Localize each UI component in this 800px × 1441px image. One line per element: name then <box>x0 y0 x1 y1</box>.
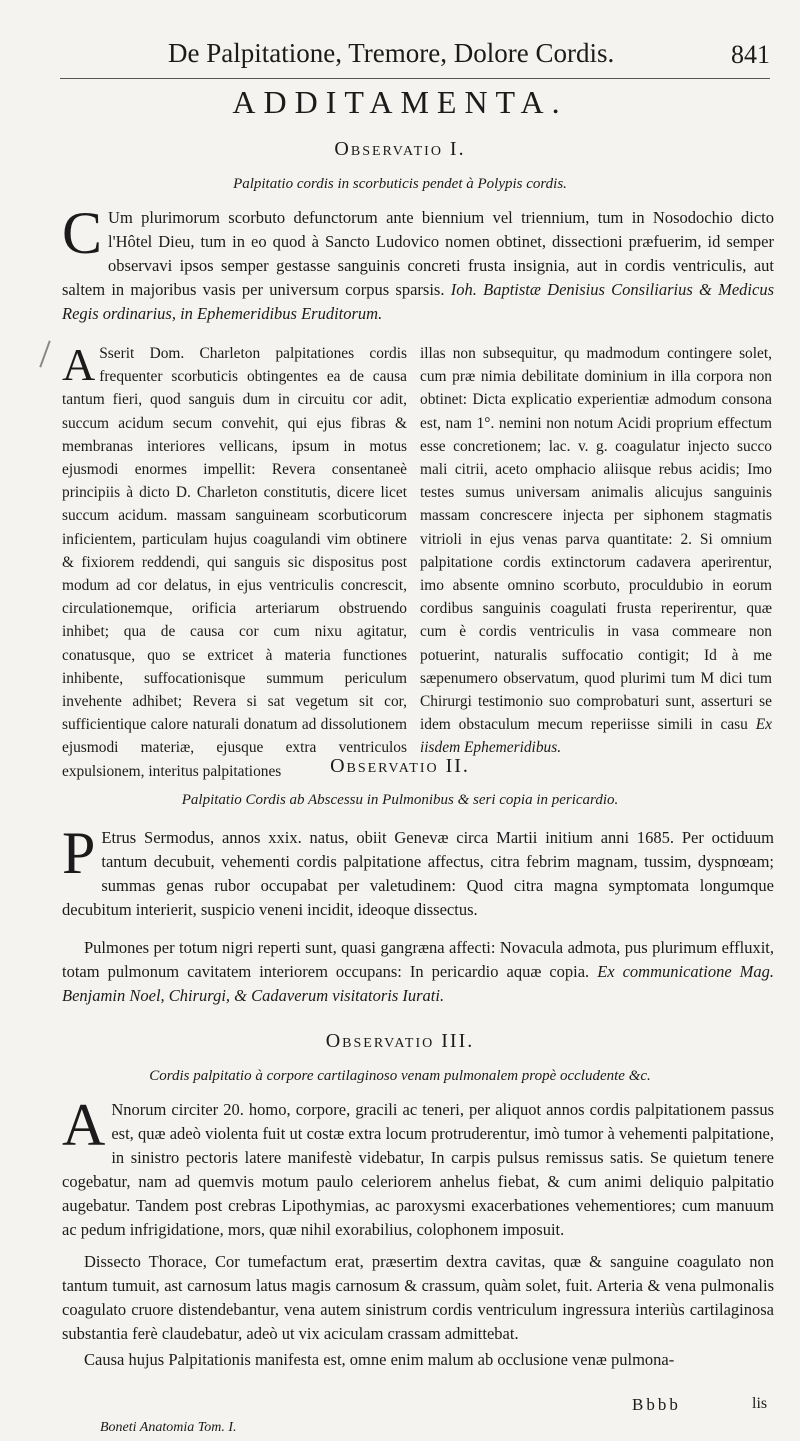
running-head <box>168 38 770 78</box>
margin-mark <box>39 341 50 368</box>
obs1-subtitle: Palpitatio cordis in scorbuticis pendet à Polypis cordis. <box>233 176 567 192</box>
obs3-body3: Causa hujus Palpitationis manifesta est, omne enim malum ab occlusione venæ pulmona- <box>84 1350 675 1369</box>
footer-note: Boneti Anatomia Tom. I. <box>100 1420 237 1435</box>
obs1-citation: Ioh. Baptistæ Denisius Consiliarius & Medicus Regis ordinarius, in Ephemeridibus Eruditorum. <box>62 280 775 323</box>
header-rule <box>60 78 770 79</box>
obs2-subtitle: Palpitatio Cordis ab Abscessu in Pulmonibus & seri copia in pericardio. <box>181 792 619 808</box>
obs1-title: Observatio I. <box>334 138 466 160</box>
commentary-left-column <box>62 339 407 783</box>
obs3-paragraph-1 <box>62 1092 774 1242</box>
obs3-paragraph-3 <box>62 1348 774 1372</box>
obs1-body: Um plurimorum scorbuto defunctorum ante biennium vel triennium, tum in Nosodochio dicto l'Hôtel Dieu, tum in eo quod à Sancto Ludovico nomen obtinet, dissectioni præfuerim, id semper observavi ipsos semper gestasse sanguinis concreti frusta insignia, aut in cordis ventriculis, aut saltem in majoribus vasis per universum corpus sparsis. <box>62 208 774 299</box>
drop-cap: P <box>62 820 96 886</box>
running-title: De Palpitatione, Tremore, Dolore Cordis. <box>168 38 615 68</box>
commentary-left-text: Sserit Dom. Charleton palpitationes cordis frequenter scorbuticis obtingentes ea de causa tantum fieri, quod sanguis dum in circuitu cor adit, succum acidum secum convehit, qui ejus fibras & membranas interiores vellicans, ipsum in motus ejusmodi enormes impellit: Revera consentaneè principiis à dicto D. Charleton constitutis, dicere licet succum acidum. massam sanguineam scorbuticorum inficientem, particulam hujus coagulandi vim obtinere & fixiorem reddendi, qui sanguis sic dispositus post modum ad cor delatus, in ejus ventriculis concrescit, circulationemque, orificia arteriarum obstruendo inhibet; qua de causa cor cum nixu agitatur, conatusque, quo se extricet à materia functiones inhibente, suffocationisque summum periculum invehente adhibet; Revera si sat vegetum sit cor, sufficientique calore naturali donatum ad dissolutionem ejusmodi materiæ, ejusque extra ventriculos expulsionem, interitus palpitationes <box>62 345 407 780</box>
obs3-subtitle: Cordis palpitatio à corpore cartilaginoso venam pulmonalem propè occludente &c. <box>149 1068 651 1084</box>
commentary-citation: Ex iisdem Ephemeridibus. <box>420 716 772 757</box>
obs3-body2: Dissecto Thorace, Cor tumefactum erat, præsertim dextra cavitas, quæ & sanguine coagulato non tantum tumuit, ast carnosum latus magis carnosum & crassum, quàm solet, fuit. Arteria & vena pulmonalis coagulato cruore distendebantur, vena autem sinistrum cordis ventriculum ingressura interiùs cartilaginosa substantia ferè claudebatur, adeò ut vix aciculam crassam admittebat. <box>62 1252 774 1343</box>
obs2-body1: Etrus Sermodus, annos xxix. natus, obiit Genevæ circa Martii initium anni 1685. Per octiduum tantum decubuit, vehementi cordis palpitatione affectus, citra febrim magnam, tussim, dyspnœam; summas genas rubor occupabat per valetudinem: Quod citra magna symptomata longumque decubitum interierit, suspicio veneni incidit, ideoque dissectus. <box>62 828 774 919</box>
obs2-title: Observatio II. <box>330 755 470 777</box>
obs1-paragraph <box>62 200 775 326</box>
obs2-body2: Pulmones per totum nigri reperti sunt, quasi gangræna affecti: Novacula admota, pus plurimum effluxit, totam pulmonum cavitatem interiorem occupans: In pericardio aquæ copia. <box>62 938 774 981</box>
commentary-right-text: illas non subsequitur, qu madmodum contingere solet, cum præ nimia debilitate dominium in illa corpora non obtinet: Dicta explicatio experientiæ admodum consona est, nam 1°. nemini non notum Acidi proprium effectum esse concretionem; lac. v. g. coagulatur injecto succo mali citrii, aceto omphacio aliisque rebus acidis; Imo testes sumus universam animalis alicujus sanguinis massam concrescere injecta per siphonem stagmatis vitrioli in ejus venas parva quantitate: 2. Si omnium palpitatione cordis extinctorum cadavera aperirentur, imo absente omnino scorbuto, proculdubio in eorum cordibus sanguinis coagulati frusta reperirentur, quæ cum è cordis ventriculis in vasa commeare non potuerint, naturalis suffocatio contigit; Id à me sæpenumero observatum, quod plurimi tum M dici tum Chirurgi testimonio suo comprobaturi sunt, asserturi se idem obstaculum mecum reperiisse simili in casu <box>420 345 772 734</box>
commentary-right-column <box>420 342 772 760</box>
drop-cap: A <box>62 1092 106 1158</box>
section-title: ADDITAMENTA. <box>232 84 568 120</box>
drop-cap: A <box>62 339 96 390</box>
signature-mark: Bbbb <box>632 1395 681 1414</box>
obs3-body1: Nnorum circiter 20. homo, corpore, gracili ac teneri, per aliquot annos cordis palpitationem passus est, quæ adeò violenta fuit ut costæ extra locum protruderentur, imò tumor à vehementi palpitatione, in sinistro pectoris latere manifestè videbatur, In carpis pulsus remissus satis. Se quietum tenere cogebatur, nam ad quemvis motum paulo celeriorem anhelus fiebat, & cum animi deliquio palpitatio augebatur. Tandem post crebras Lipothymias, ac paroxysmi exacerbationes vehementiores; cum manuum ac pedum infrigidatione, mors, quæ nihil exorabilius, colophonem imposuit. <box>62 1100 774 1239</box>
obs2-citation: Ex communicatione Mag. Benjamin Noel, Chirurgi, & Cadaverum visitatoris Iurati. <box>62 962 775 1005</box>
obs3-paragraph-2 <box>62 1250 774 1346</box>
drop-cap: C <box>62 200 103 266</box>
obs2-paragraph-1 <box>62 820 774 922</box>
obs3-title: Observatio III. <box>325 1030 475 1052</box>
obs2-paragraph-2 <box>62 936 774 1008</box>
page-number: 841 <box>731 40 770 69</box>
catchword: lis <box>752 1395 768 1412</box>
